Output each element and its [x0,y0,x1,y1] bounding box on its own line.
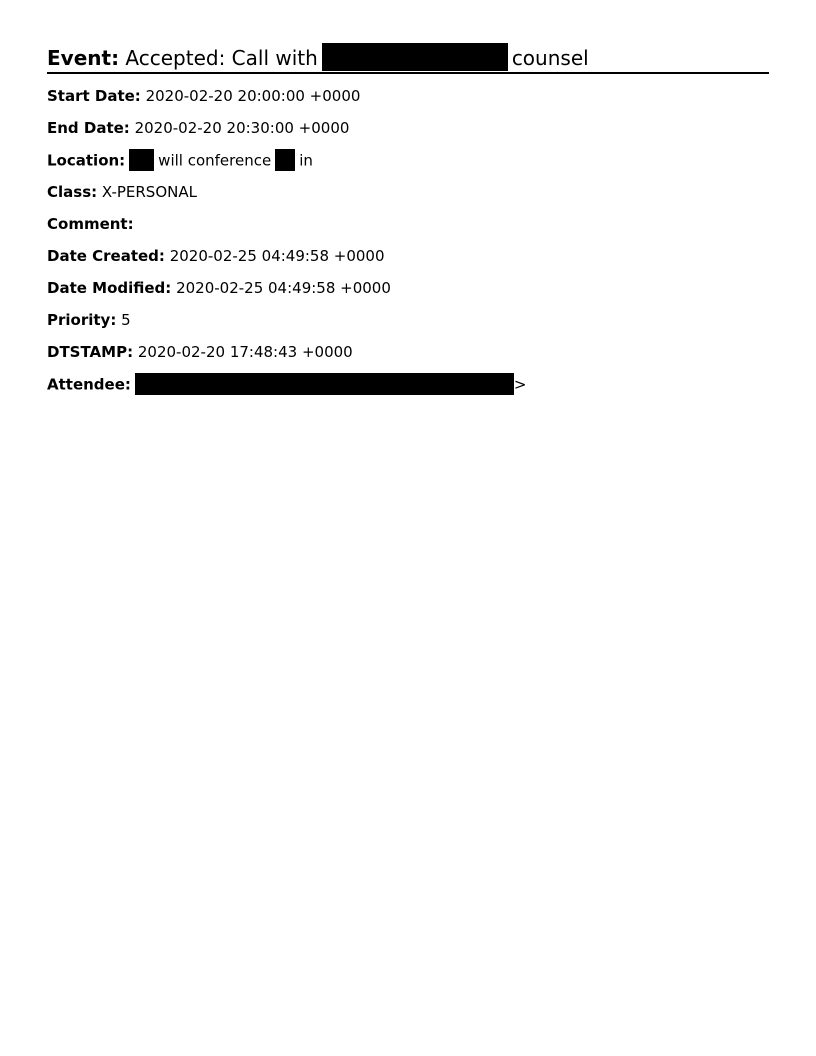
date-modified-value: 2020-02-25 04:49:58 +0000 [176,279,391,297]
comment-label: Comment: [47,215,134,233]
dtstamp-label: DTSTAMP: [47,343,134,361]
date-created-row [47,246,769,266]
date-created-label: Date Created: [47,247,165,265]
end-date-label: End Date: [47,119,130,137]
event-title-text: Accepted: Call with [125,46,318,70]
start-date-value: 2020-02-20 20:00:00 +0000 [145,87,361,105]
date-modified-row [47,278,769,298]
class-value: X-PERSONAL [101,183,197,201]
redaction-block [129,149,154,171]
date-modified-label: Date Modified: [47,279,172,297]
priority-value: 5 [121,311,131,329]
redaction-block [135,373,514,395]
attendee-row [47,374,769,394]
dtstamp-row [47,342,769,362]
redaction-block [275,149,295,171]
location-text-middle: will conference [158,151,272,170]
class-row [47,182,769,202]
document-page [47,44,769,406]
attendee-label: Attendee: [47,375,131,394]
start-date-row [47,86,769,106]
event-fields [47,86,769,394]
event-title [47,44,769,74]
date-created-value: 2020-02-25 04:49:58 +0000 [169,247,385,265]
class-label: Class: [47,183,98,201]
priority-label: Priority: [47,311,117,329]
location-row [47,150,769,170]
location-text-end: in [299,151,313,170]
attendee-value-suffix: > [513,375,527,394]
comment-row [47,214,769,234]
start-date-label: Start Date: [47,87,141,105]
redaction-block [322,43,508,71]
priority-row [47,310,769,330]
event-label: Event: [47,46,120,70]
event-title-suffix: counsel [511,46,589,70]
location-label: Location: [47,151,126,170]
end-date-value: 2020-02-20 20:30:00 +0000 [134,119,350,137]
end-date-row [47,118,769,138]
dtstamp-value: 2020-02-20 17:48:43 +0000 [137,343,353,361]
